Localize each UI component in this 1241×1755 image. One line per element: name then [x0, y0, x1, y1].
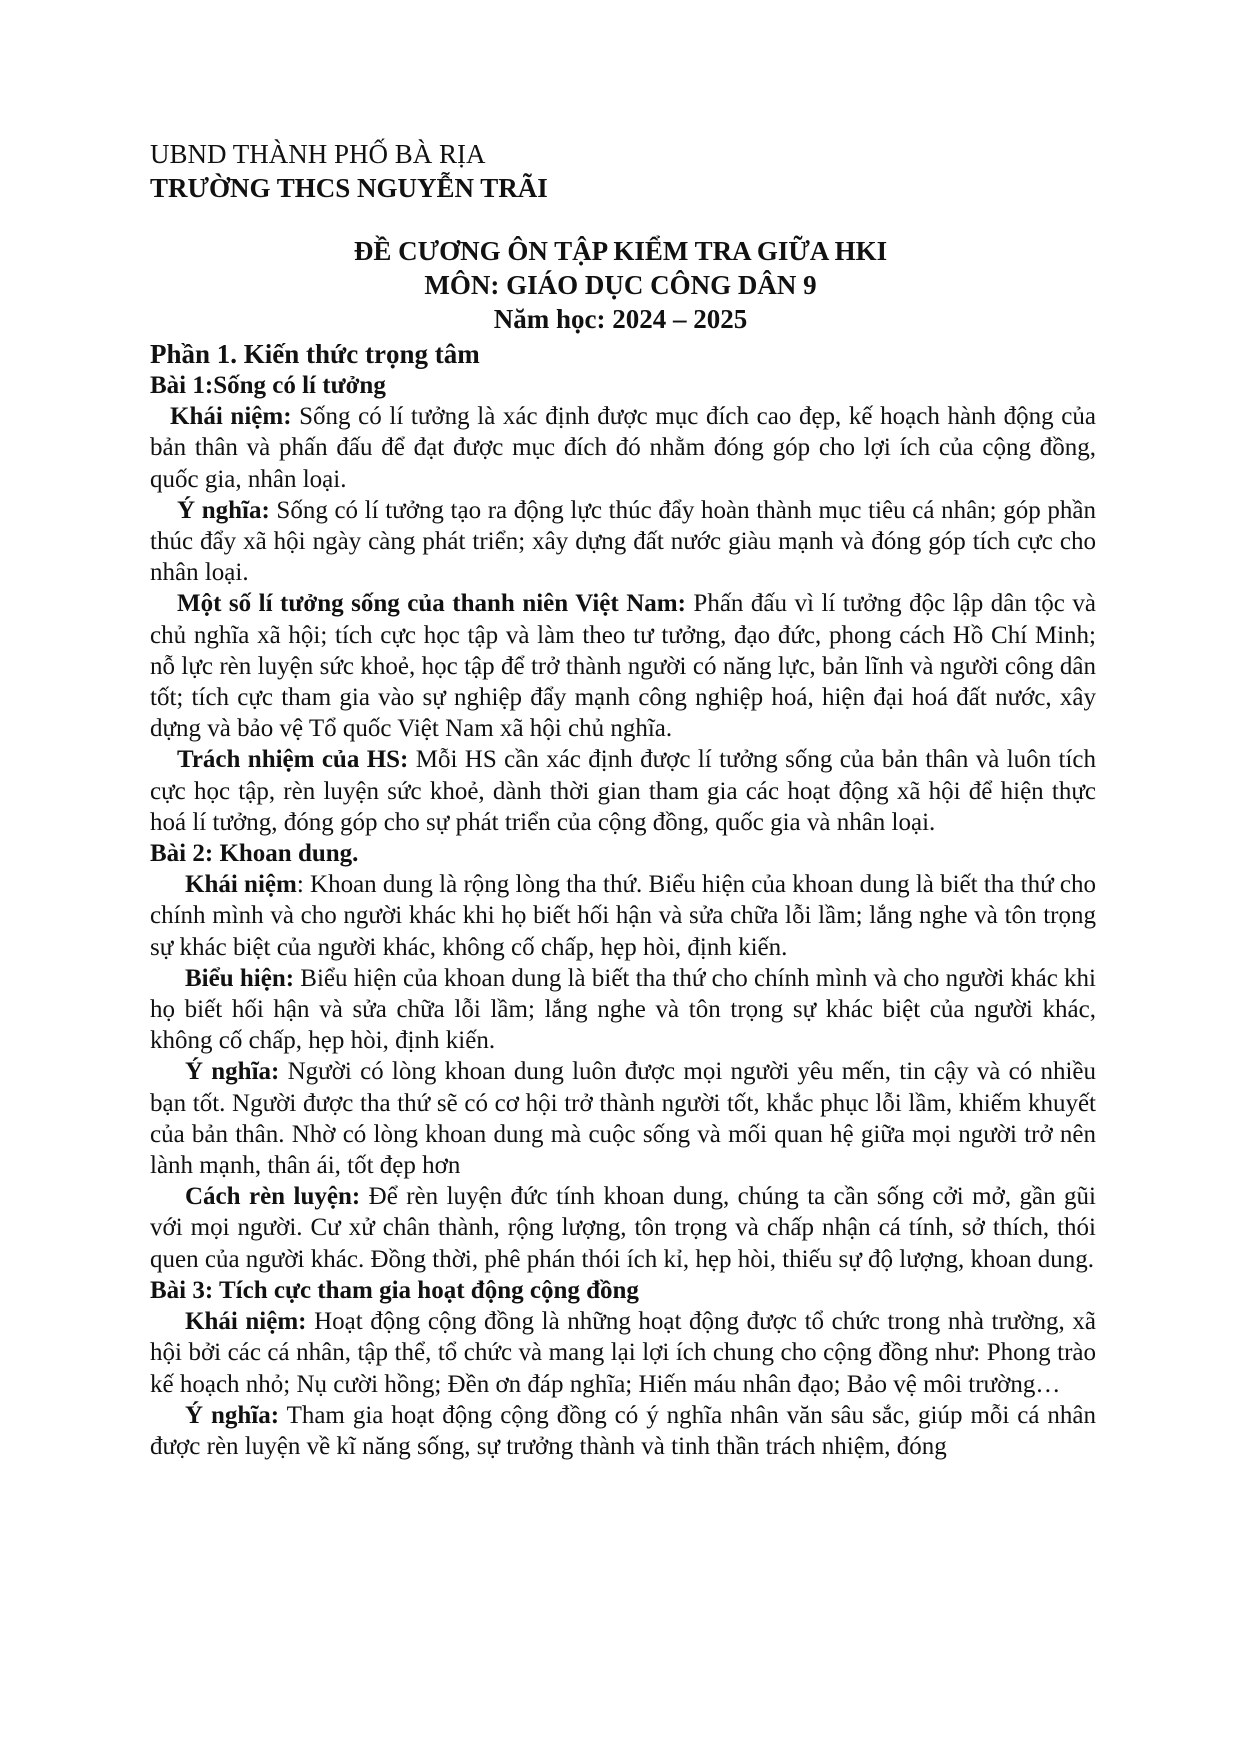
paragraph [150, 588, 1096, 744]
paragraph-term: Khái niệm: [170, 403, 292, 431]
paragraph [150, 1181, 1096, 1275]
lesson-heading: Bài 2: Khoan dung. [150, 840, 359, 868]
paragraph-term: Ý nghĩa: [185, 1401, 280, 1429]
school-year: Năm học: 2024 – 2025 [493, 304, 748, 334]
subject-title: MÔN: GIÁO DỤC CÔNG DÂN 9 [424, 270, 817, 300]
department-name: UBND THÀNH PHỐ BÀ RỊA [150, 139, 486, 169]
paragraph [150, 1400, 1096, 1462]
paragraph-term: Ý nghĩa: [185, 1058, 280, 1086]
paragraph [150, 1056, 1096, 1181]
paragraph-term: Trách nhiệm của HS: [177, 746, 409, 774]
document-title: ĐỀ CƯƠNG ÔN TẬP KIỂM TRA GIỮA HKI [353, 236, 888, 266]
paragraph-text: Mỗi HS cần xác định được lí tưởng sống của bản thân và luôn tích cực học tập, rèn luyện sức khoẻ, dành thời gian tham gia các hoạt động xã hội để hiện thực hoá lí tưởng, đóng góp cho sự phát triển của cộng đồng, quốc gia và nhân loại. [150, 746, 1097, 836]
paragraph-text: Tham gia hoạt động cộng đồng có ý nghĩa nhân văn sâu sắc, giúp mỗi cá nhân được rèn luyện về kĩ năng sống, sự trưởng thành và tinh thần trách nhiệm, đóng [150, 1401, 1096, 1460]
part-heading: Phần 1. Kiến thức trọng tâm [150, 339, 480, 369]
paragraph-term: Khái niệm [185, 871, 297, 899]
paragraph-text: Để rèn luyện đức tính khoan dung, chúng ta cần sống cởi mở, gần gũi với mọi người. Cư xử chân thành, rộng lượng, tôn trọng và chấp nhận cá tính, sở thích, thói quen của người khác. Đồng thời, phê phán thói ích kỉ, hẹp hòi, thiếu sự độ lượng, khoan dung. [150, 1183, 1097, 1273]
paragraph [150, 1306, 1096, 1400]
paragraph-term: Biểu hiện: [185, 964, 295, 992]
paragraph-text: Sống có lí tưởng tạo ra động lực thúc đẩy hoàn thành mục tiêu cá nhân; góp phần thúc đẩy xã hội ngày càng phát triển; xây dựng đất nước giàu mạnh và đóng góp tích cực cho nhân loại. [150, 496, 1096, 587]
paragraph-text: Người có lòng khoan dung luôn được mọi người yêu mến, tin cậy và có nhiều bạn tốt. Người được tha thứ sẽ có cơ hội trở thành người tốt, khắc phục lỗi lầm, khiếm khuyết của bản thân. Nhờ có lòng khoan dung mà cuộc sống và mối quan hệ giữa mọi người trở nên lành mạnh, thân ái, tốt đẹp hơn [150, 1058, 1096, 1180]
paragraph [150, 869, 1096, 963]
lesson-heading: Bài 3: Tích cực tham gia hoạt động cộng đồng [150, 1276, 639, 1304]
document-body [150, 338, 1096, 1462]
paragraph-term: Ý nghĩa: [177, 496, 270, 524]
paragraph-text: Phấn đấu vì lí tưởng độc lập dân tộc và chủ nghĩa xã hội; tích cực học tập và làm theo tư tưởng, đạo đức, phong cách Hồ Chí Minh; nỗ lực rèn luyện sức khoẻ, học tập để trở thành người có năng lực, bản lĩnh và người công dân tốt; tích cực tham gia vào sự nghiệp đẩy mạnh công nghiệp hoá, hiện đại hoá đất nước, xây dựng và bảo vệ Tổ quốc Việt Nam xã hội chủ nghĩa. [150, 590, 1096, 743]
paragraph-text: : Khoan dung là rộng lòng tha thứ. Biểu hiện của khoan dung là biết tha thứ cho chính mình và cho người khác khi họ biết hối hận và sửa chữa lỗi lầm; lắng nghe và tôn trọng sự khác biệt của người khác, không cố chấp, hẹp hòi, định kiến. [150, 871, 1096, 961]
document-header [150, 137, 548, 205]
paragraph [150, 963, 1096, 1057]
school-name: TRƯỜNG THCS NGUYỄN TRÃI [150, 173, 548, 203]
paragraph-text: Sống có lí tưởng là xác định được mục đích cao đẹp, kế hoạch hành động của bản thân và phấn đấu để đạt được mục đích đó nhằm đóng góp cho lợi ích của cộng đồng, quốc gia, nhân loại. [150, 403, 1096, 493]
paragraph [150, 401, 1096, 495]
paragraph-term: Một số lí tưởng sống của thanh niên Việt Nam: [177, 590, 686, 618]
document-title-block [0, 234, 1241, 336]
paragraph-text: Biểu hiện của khoan dung là biết tha thứ cho chính mình và cho người khác khi họ biết hối hận và sửa chữa lỗi lầm; lắng nghe và tôn trọng sự khác biệt của người khác, không cố chấp, hẹp hòi, định kiến. [150, 964, 1096, 1055]
paragraph-term: Cách rèn luyện: [185, 1183, 361, 1211]
paragraph-text: Hoạt động cộng đồng là những hoạt động được tổ chức trong nhà trường, xã hội bởi các cá nhân, tập thể, tổ chức và mang lại lợi ích chung cho cộng đồng như: Phong trào kế hoạch nhỏ; Nụ cười hồng; Đền ơn đáp nghĩa; Hiến máu nhân đạo; Bảo vệ môi trường… [150, 1308, 1096, 1398]
paragraph-term: Khái niệm: [185, 1308, 307, 1336]
paragraph [150, 744, 1096, 838]
paragraph [150, 495, 1096, 589]
lesson-heading: Bài 1:Sống có lí tưởng [150, 372, 386, 399]
